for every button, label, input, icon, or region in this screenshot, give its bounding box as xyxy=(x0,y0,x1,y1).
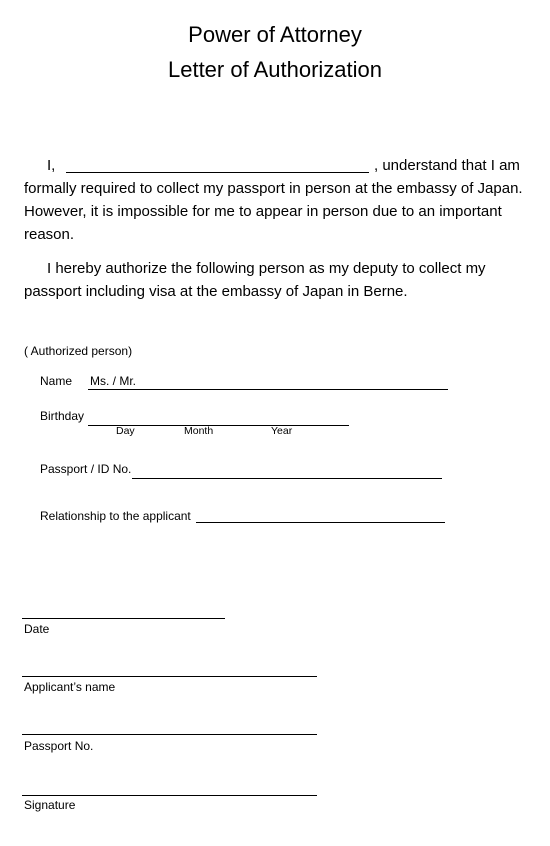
passport-number-line[interactable] xyxy=(22,734,317,735)
birthday-year-label: Year xyxy=(271,425,293,437)
birthday-label: Birthday xyxy=(40,409,85,423)
relationship-label: Relationship to the applicant xyxy=(40,509,191,523)
applicant-name-label: Applicant’s name xyxy=(24,680,116,694)
date-line[interactable] xyxy=(22,618,225,619)
document-title: Power of Attorney xyxy=(188,22,362,47)
authorized-person-heading: ( Authorized person) xyxy=(24,344,133,358)
signature-line[interactable] xyxy=(22,795,317,796)
name-field-line[interactable] xyxy=(88,389,448,390)
applicant-name-line[interactable] xyxy=(22,676,317,677)
signature-label: Signature xyxy=(24,798,76,812)
paragraph-1-line-2: formally required to collect my passport in person at the embassy of Japan. xyxy=(24,180,523,197)
relationship-field-line[interactable] xyxy=(196,522,445,523)
name-label: Name xyxy=(40,374,73,388)
passport-number-label: Passport No. xyxy=(24,739,94,753)
paragraph-2-line-2: passport including visa at the embassy of Japan in Berne. xyxy=(24,283,408,300)
birthday-day-label: Day xyxy=(116,425,135,437)
paragraph-1-start: I, xyxy=(47,157,56,174)
paragraph-1-line-3: However, it is impossible for me to appear in person due to an important xyxy=(24,203,502,220)
paragraph-2-line-1: I hereby authorize the following person as my deputy to collect my xyxy=(47,260,486,277)
passport-id-label: Passport / ID No. xyxy=(40,462,132,476)
applicant-name-blank[interactable] xyxy=(66,172,369,173)
paragraph-1-line-4: reason. xyxy=(24,226,75,243)
passport-id-field-line[interactable] xyxy=(132,478,442,479)
paragraph-1-continuation: , understand that I am xyxy=(374,157,520,174)
name-prefix: Ms. / Mr. xyxy=(90,374,136,388)
birthday-month-label: Month xyxy=(184,425,214,437)
document-subtitle: Letter of Authorization xyxy=(167,57,383,82)
date-label: Date xyxy=(24,622,50,636)
